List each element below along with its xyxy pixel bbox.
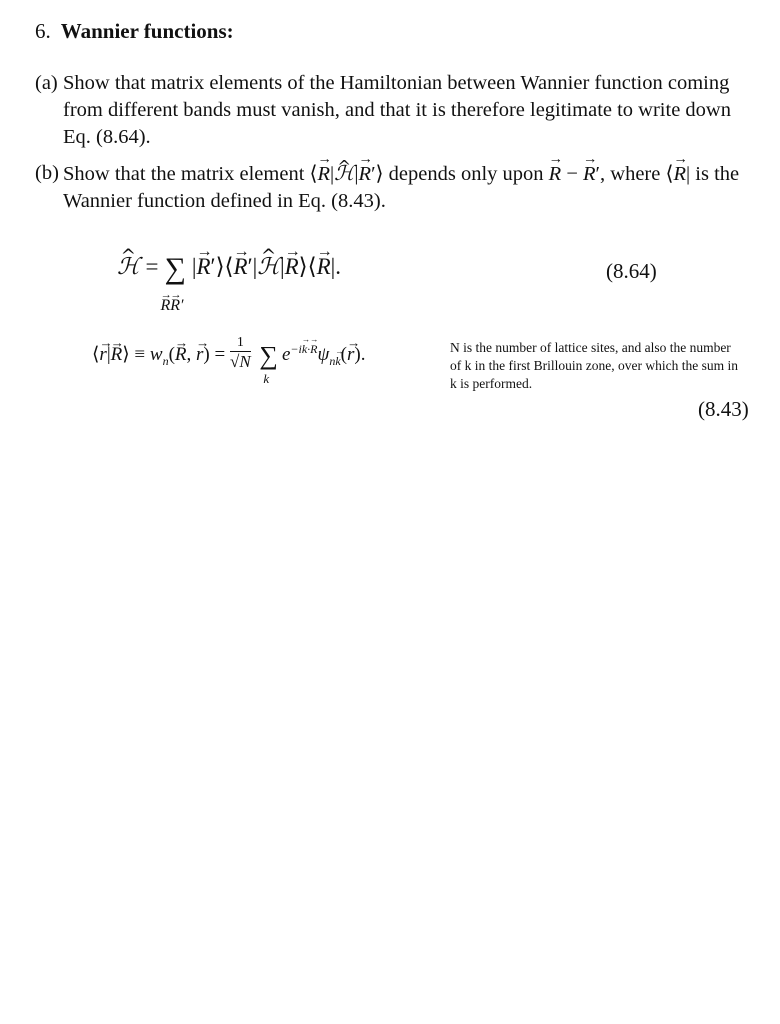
part-b-text-3: , where (600, 163, 661, 185)
equation-8-64: ^ ℋ = ∑ → R→ R′ |→ R′⟩⟨→ R′|^ ℋ|→ R⟩⟨→ R|. (117, 252, 341, 286)
problem-heading (35, 19, 234, 44)
equation-8-43-number: (8.43) (698, 397, 749, 421)
part-a (35, 70, 755, 151)
part-b-label: (b) (35, 162, 59, 184)
matrix-element-expr: ⟨→ R|^ ℋ|→ R′⟩ (310, 163, 384, 185)
equation-8-43-note: N is the number of lattice sites, and also the number of k in the first Brillouin zone, over which the sum in k is performed. (450, 340, 738, 391)
problem-number: 6. (35, 19, 51, 43)
equation-8-64-number: (8.64) (606, 259, 657, 283)
equation-8-43: ⟨→ r|→ R⟩ ≡ $w_n(\to R$, → r) = $\frac{1}{√N}$ ∑ k $e^{-i\to k\cdot\to R}\psi_{n\to k}(\to r)$. (92, 337, 365, 374)
part-b-text-2: depends only upon (388, 163, 544, 185)
part-a-label: (a) (35, 72, 58, 94)
part-b-text-1: Show that the matrix element (63, 163, 305, 185)
difference-expr: → R − → R′ (549, 163, 600, 185)
problem-title: Wannier functions: (60, 19, 234, 43)
part-a-text: Show that matrix elements of the Hamiltonian between Wannier function coming from different bands must vanish, and that it is therefore legitimate to write down Eq. (8.64). (63, 72, 731, 148)
part-b (35, 160, 755, 215)
part-b-text-4: is the Wannier function defined in Eq. (8.43). (63, 163, 740, 212)
bra-R-expr: ⟨→ R| (666, 163, 691, 185)
part-b-text (63, 160, 755, 215)
